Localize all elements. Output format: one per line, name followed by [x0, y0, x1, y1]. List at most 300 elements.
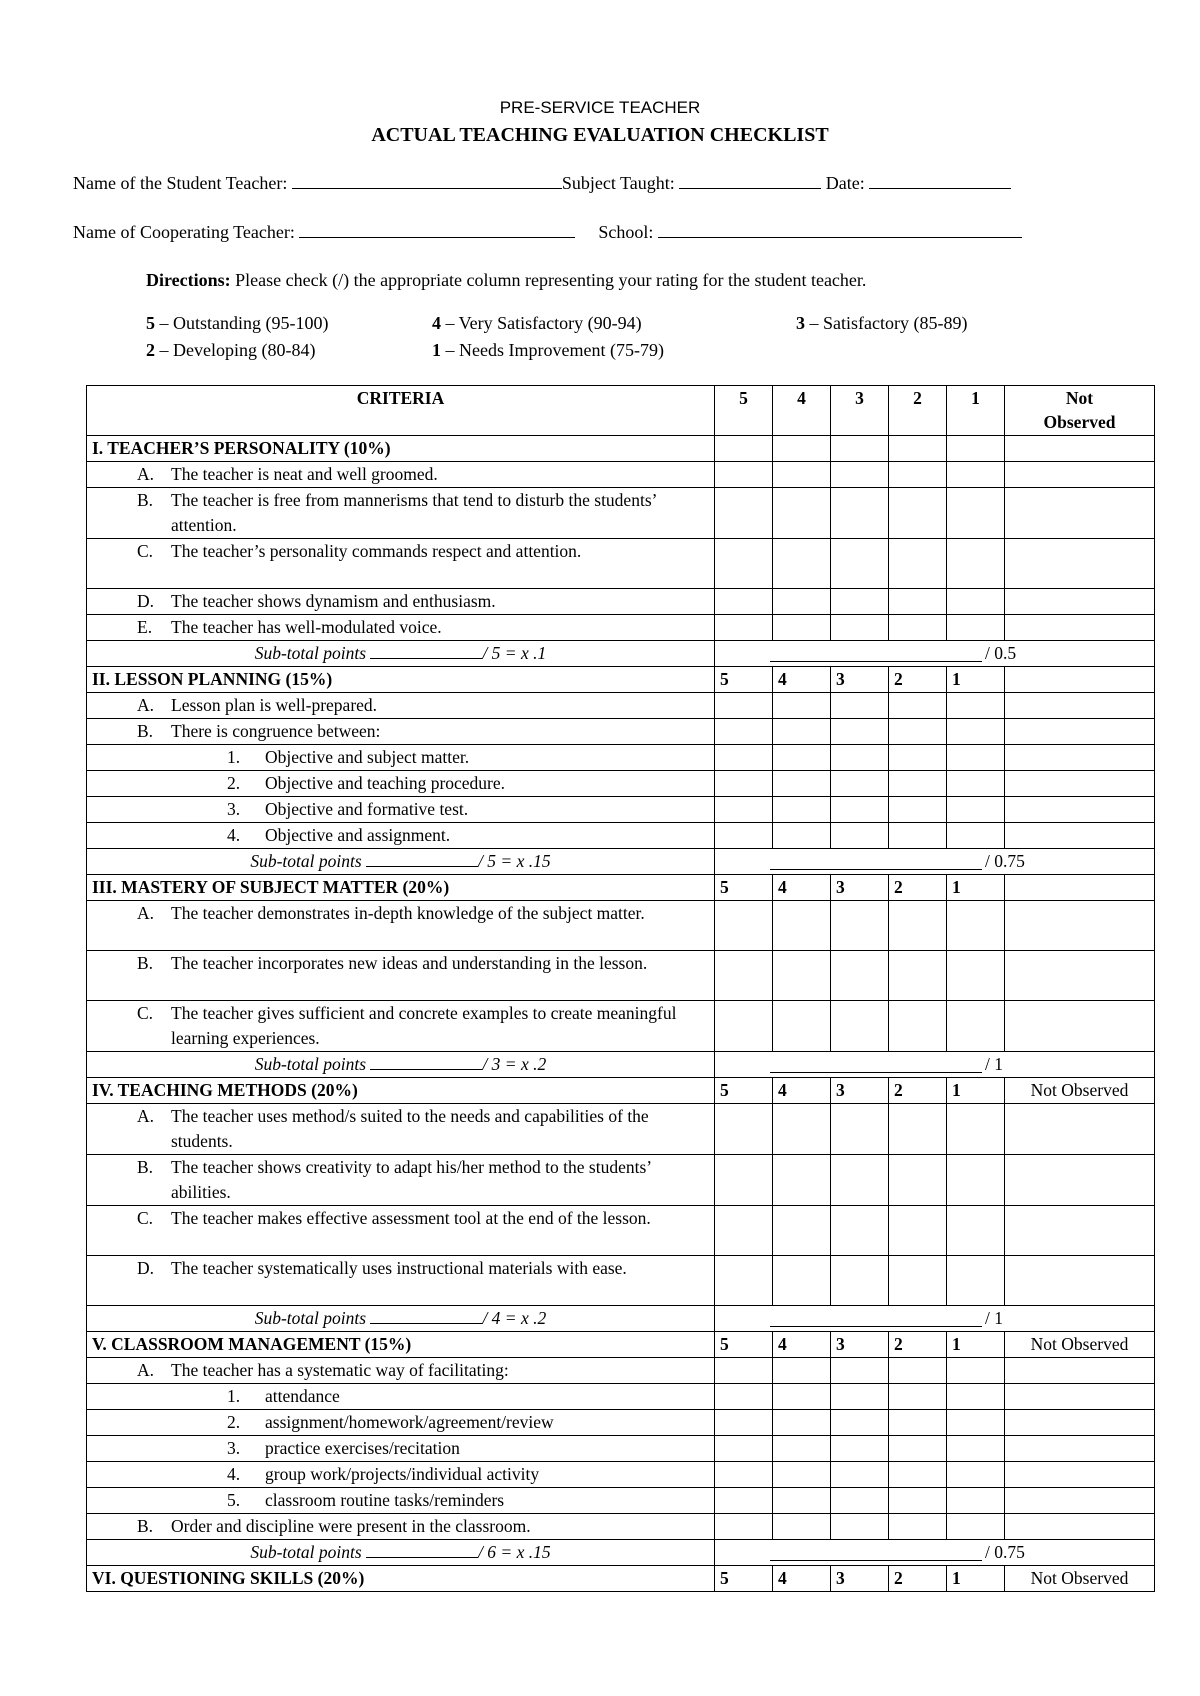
section-not-observed-label — [1005, 667, 1155, 693]
subitem-content — [92, 823, 709, 848]
rating-cell-5[interactable] — [715, 1206, 773, 1256]
rating-cell-2[interactable] — [889, 539, 947, 589]
subitem-text: Objective and assignment. — [265, 825, 451, 845]
criteria-item — [87, 1514, 715, 1540]
criteria-item-content — [92, 1514, 709, 1539]
section-rating-label-2: 2 — [889, 667, 947, 693]
subitem-number: 4. — [227, 825, 241, 845]
cooperating-teacher-field[interactable] — [299, 221, 575, 238]
rating-cell-5[interactable] — [715, 1256, 773, 1306]
rating-cell-1[interactable] — [947, 1514, 1005, 1540]
rating-cell-1[interactable] — [947, 1155, 1005, 1206]
rating-cell-4[interactable] — [773, 1436, 831, 1462]
rating-cell-2[interactable] — [889, 1436, 947, 1462]
rating-cell-4[interactable] — [773, 589, 831, 615]
criteria-item — [87, 1206, 715, 1256]
rating-cell-5[interactable] — [715, 1462, 773, 1488]
scale-4 — [432, 313, 642, 334]
item-letter: A. — [137, 1106, 155, 1126]
rating-cell-4[interactable] — [773, 1488, 831, 1514]
date-field[interactable] — [869, 172, 1011, 189]
rating-cell-2[interactable] — [889, 1001, 947, 1052]
rating-cell-4[interactable] — [773, 539, 831, 589]
evaluation-table — [86, 385, 1155, 1592]
rating-cell-1[interactable] — [947, 901, 1005, 951]
rating-cell-5[interactable] — [715, 1488, 773, 1514]
rating-cell-3[interactable] — [831, 462, 889, 488]
rating-cell-4[interactable] — [773, 1256, 831, 1306]
item-text: The teacher demonstrates in-depth knowledge of the subject matter. — [171, 903, 645, 923]
criteria-row — [87, 901, 1155, 951]
item-text: The teacher is neat and well groomed. — [171, 464, 438, 484]
rating-cell-3[interactable] — [831, 1358, 889, 1384]
item-text: The teacher systematically uses instructional materials with ease. — [171, 1258, 627, 1278]
not-observed-cell[interactable] — [1005, 719, 1155, 745]
criteria-subitem-row — [87, 745, 1155, 771]
item-text: The teacher has a systematic way of facilitating: — [171, 1360, 509, 1380]
rating-cell-1[interactable] — [947, 797, 1005, 823]
rating-cell-5[interactable] — [715, 488, 773, 539]
subtotal-row — [87, 1052, 1155, 1078]
rating-cell-3[interactable] — [831, 1155, 889, 1206]
criteria-subitem — [87, 1488, 715, 1514]
criteria-subitem — [87, 1410, 715, 1436]
criteria-row — [87, 951, 1155, 1001]
section-rating-label-2: 2 — [889, 1332, 947, 1358]
rating-cell-4[interactable] — [773, 745, 831, 771]
subtotal-points-field[interactable] — [370, 1055, 482, 1070]
item-text: Lesson plan is well-prepared. — [171, 695, 378, 715]
criteria-item — [87, 1155, 715, 1206]
criteria-subitem-row — [87, 1462, 1155, 1488]
subtotal-label: Sub-total points — [250, 851, 362, 871]
not-observed-cell[interactable] — [1005, 462, 1155, 488]
section-header-row — [87, 875, 1155, 901]
student-info-row — [73, 172, 1011, 194]
section-title: II. LESSON PLANNING (15%) — [87, 667, 715, 693]
subtotal-label-cell — [87, 1052, 715, 1078]
rating-cell-2[interactable] — [889, 462, 947, 488]
rating-cell-5[interactable] — [715, 615, 773, 641]
rating-cell-1[interactable] — [947, 1488, 1005, 1514]
section-rating-label-4: 4 — [773, 667, 831, 693]
rating-cell-2[interactable] — [889, 1384, 947, 1410]
section-rating-label-4: 4 — [773, 1332, 831, 1358]
rating-cell-2[interactable] — [889, 1358, 947, 1384]
rating-cell-3[interactable] — [831, 1436, 889, 1462]
subtotal-label: Sub-total points — [254, 643, 367, 663]
item-letter: C. — [137, 1003, 154, 1023]
criteria-item — [87, 719, 715, 745]
criteria-row — [87, 719, 1155, 745]
not-observed-cell[interactable] — [1005, 615, 1155, 641]
rating-cell-5[interactable] — [715, 771, 773, 797]
rating-cell-2[interactable] — [889, 1155, 947, 1206]
subtotal-label-cell — [87, 1540, 715, 1566]
criteria-item — [87, 1104, 715, 1155]
rating-cell-2[interactable] — [889, 745, 947, 771]
criteria-subitem — [87, 771, 715, 797]
rating-cell-1[interactable] — [947, 1206, 1005, 1256]
subtotal-formula: / 6 = x .15 — [478, 1542, 551, 1562]
rating-cell-5[interactable] — [715, 589, 773, 615]
rating-cell-3[interactable] — [831, 1206, 889, 1256]
rating-cell-4[interactable] — [773, 693, 831, 719]
rating-cell-3[interactable] — [831, 488, 889, 539]
subtotal-result-field[interactable] — [770, 1326, 982, 1327]
rating-cell-3[interactable] — [831, 951, 889, 1001]
section-not-observed-label: Not Observed — [1005, 1332, 1155, 1358]
subtotal-label-cell — [87, 849, 715, 875]
criteria-subitem-row — [87, 1488, 1155, 1514]
rating-header-1: 1 — [947, 386, 1005, 436]
criteria-item — [87, 488, 715, 539]
rating-cell-3[interactable] — [831, 693, 889, 719]
criteria-item-content — [92, 462, 709, 487]
rating-cell-2[interactable] — [889, 1488, 947, 1514]
subtotal-max: / 1 — [985, 1054, 1003, 1074]
rating-cell-4[interactable] — [773, 488, 831, 539]
rating-cell-5[interactable] — [715, 1384, 773, 1410]
rating-cell-1[interactable] — [947, 1436, 1005, 1462]
not-observed-cell[interactable] — [1005, 1488, 1155, 1514]
subtotal-row — [87, 641, 1155, 667]
rating-cell-3[interactable] — [831, 1384, 889, 1410]
section-title: I. TEACHER’S PERSONALITY (10%) — [87, 436, 715, 462]
criteria-row — [87, 693, 1155, 719]
not-observed-cell[interactable] — [1005, 1256, 1155, 1306]
school-field[interactable] — [658, 221, 1022, 238]
rating-cell-3[interactable] — [831, 1104, 889, 1155]
rating-cell-5[interactable] — [715, 719, 773, 745]
item-letter: D. — [137, 591, 155, 611]
item-letter: A. — [137, 464, 155, 484]
criteria-item-content — [92, 1001, 709, 1051]
directions-text: Please check (/) the appropriate column representing your rating for the student teacher. — [235, 270, 867, 290]
item-text: The teacher makes effective assessment tool at the end of the lesson. — [171, 1208, 651, 1228]
rating-cell-5[interactable] — [715, 823, 773, 849]
rating-cell-4[interactable] — [773, 719, 831, 745]
not-observed-cell[interactable] — [1005, 1001, 1155, 1052]
rating-cell-3[interactable] — [831, 901, 889, 951]
scale-1 — [432, 340, 664, 361]
rating-cell-5[interactable] — [715, 693, 773, 719]
not-observed-cell[interactable] — [1005, 1206, 1155, 1256]
section-header-row — [87, 436, 1155, 462]
scale-2-text: – Developing (80-84) — [159, 340, 316, 360]
rating-cell-3[interactable] — [831, 1514, 889, 1540]
rating-cell-2[interactable] — [889, 823, 947, 849]
rating-cell-5[interactable] — [715, 745, 773, 771]
criteria-subitem — [87, 1436, 715, 1462]
subtotal-label-cell — [87, 641, 715, 667]
rating-cell-5[interactable] — [715, 462, 773, 488]
rating-cell-2[interactable] — [889, 901, 947, 951]
section-rating-label-5: 5 — [715, 1566, 773, 1592]
subitem-number: 1. — [227, 747, 241, 767]
rating-cell-3[interactable] — [831, 1462, 889, 1488]
table-header-row — [87, 386, 1155, 436]
rating-cell-2[interactable] — [889, 1514, 947, 1540]
rating-cell-5[interactable] — [715, 1358, 773, 1384]
not-observed-cell[interactable] — [1005, 1514, 1155, 1540]
criteria-row — [87, 1104, 1155, 1155]
criteria-subitem-row — [87, 797, 1155, 823]
rating-cell-4[interactable] — [773, 823, 831, 849]
section-rating-label-3: 3 — [831, 667, 889, 693]
criteria-item — [87, 1001, 715, 1052]
item-letter: A. — [137, 903, 155, 923]
subtotal-result-field[interactable] — [770, 869, 982, 870]
school-label: School: — [598, 222, 654, 242]
criteria-subitem — [87, 745, 715, 771]
criteria-row — [87, 1256, 1155, 1306]
rating-cell-2[interactable] — [889, 771, 947, 797]
subtotal-result-field[interactable] — [770, 1560, 982, 1561]
rating-cell-5[interactable] — [715, 1104, 773, 1155]
rating-cell-1[interactable] — [947, 1256, 1005, 1306]
rating-cell-1[interactable] — [947, 1410, 1005, 1436]
section-rating-label-1: 1 — [947, 1078, 1005, 1104]
section-rating-label-5: 5 — [715, 875, 773, 901]
rating-cell-5[interactable] — [715, 1514, 773, 1540]
subject-taught-field[interactable] — [679, 172, 821, 189]
section-not-observed-label: Not Observed — [1005, 1566, 1155, 1592]
scale-1-text: – Needs Improvement (75-79) — [445, 340, 664, 360]
rating-cell-1[interactable] — [947, 1104, 1005, 1155]
rating-cell-3[interactable] — [831, 771, 889, 797]
rating-cell-2[interactable] — [889, 951, 947, 1001]
rating-cell-1[interactable] — [947, 951, 1005, 1001]
subtotal-points-field[interactable] — [366, 852, 478, 867]
not-observed-cell[interactable] — [1005, 951, 1155, 1001]
criteria-item — [87, 589, 715, 615]
rating-cell-2[interactable] — [889, 1462, 947, 1488]
rating-cell-1[interactable] — [947, 1462, 1005, 1488]
item-letter: C. — [137, 1208, 154, 1228]
section-rating-label-4: 4 — [773, 1078, 831, 1104]
rating-cell-4[interactable] — [773, 1206, 831, 1256]
criteria-subitem — [87, 1384, 715, 1410]
subtotal-result-cell — [715, 1306, 1155, 1332]
rating-cell-2[interactable] — [889, 719, 947, 745]
subtotal-points-field[interactable] — [370, 1309, 482, 1324]
item-letter: E. — [137, 617, 153, 637]
rating-cell-3[interactable] — [831, 1001, 889, 1052]
subtotal-points-field[interactable] — [366, 1543, 478, 1558]
rating-cell-1[interactable] — [947, 1001, 1005, 1052]
not-observed-header-line1: Not — [1065, 388, 1094, 408]
rating-cell-5[interactable] — [715, 1410, 773, 1436]
rating-cell-3[interactable] — [831, 823, 889, 849]
rating-cell-1[interactable] — [947, 1384, 1005, 1410]
student-teacher-field[interactable] — [292, 172, 562, 189]
not-observed-cell[interactable] — [1005, 589, 1155, 615]
section-rating-label-1: 1 — [947, 1566, 1005, 1592]
rating-cell-1[interactable] — [947, 462, 1005, 488]
rating-cell-4[interactable] — [773, 615, 831, 641]
section-rating-label-4: 4 — [773, 875, 831, 901]
rating-cell-2[interactable] — [889, 693, 947, 719]
section-blank-cell — [715, 436, 773, 462]
not-observed-cell[interactable] — [1005, 1104, 1155, 1155]
subtotal-max: / 0.5 — [985, 643, 1017, 663]
scale-2-num: 2 — [146, 340, 155, 360]
not-observed-cell[interactable] — [1005, 1384, 1155, 1410]
scale-3 — [796, 313, 967, 334]
rating-cell-3[interactable] — [831, 1410, 889, 1436]
rating-header-4: 4 — [773, 386, 831, 436]
rating-cell-5[interactable] — [715, 539, 773, 589]
rating-cell-4[interactable] — [773, 1384, 831, 1410]
subtotal-max: / 0.75 — [985, 1542, 1025, 1562]
criteria-item-content — [92, 1104, 709, 1154]
rating-header-2: 2 — [889, 386, 947, 436]
rating-cell-4[interactable] — [773, 1001, 831, 1052]
criteria-row — [87, 539, 1155, 589]
rating-cell-4[interactable] — [773, 901, 831, 951]
criteria-item-content — [92, 693, 709, 718]
criteria-subitem — [87, 797, 715, 823]
scale-2 — [146, 340, 315, 361]
rating-cell-5[interactable] — [715, 797, 773, 823]
date-label: Date: — [825, 173, 865, 193]
rating-cell-4[interactable] — [773, 1462, 831, 1488]
not-observed-cell[interactable] — [1005, 771, 1155, 797]
rating-cell-1[interactable] — [947, 693, 1005, 719]
scale-3-num: 3 — [796, 313, 805, 333]
criteria-row — [87, 1155, 1155, 1206]
subtotal-points-field[interactable] — [370, 644, 482, 659]
criteria-subitem-row — [87, 1436, 1155, 1462]
subtotal-formula: / 3 = x .2 — [482, 1054, 547, 1074]
rating-cell-4[interactable] — [773, 1410, 831, 1436]
item-letter: B. — [137, 490, 154, 510]
section-not-observed-label — [1005, 875, 1155, 901]
rating-cell-4[interactable] — [773, 797, 831, 823]
cooperating-teacher-label: Name of Cooperating Teacher: — [73, 222, 295, 242]
criteria-item-content — [92, 1155, 709, 1205]
rating-cell-3[interactable] — [831, 719, 889, 745]
not-observed-cell[interactable] — [1005, 823, 1155, 849]
rating-cell-2[interactable] — [889, 1256, 947, 1306]
not-observed-header-line2: Observed — [1043, 412, 1116, 432]
rating-cell-1[interactable] — [947, 771, 1005, 797]
rating-cell-1[interactable] — [947, 488, 1005, 539]
subitem-text: assignment/homework/agreement/review — [265, 1412, 554, 1432]
rating-cell-5[interactable] — [715, 1436, 773, 1462]
not-observed-cell[interactable] — [1005, 1410, 1155, 1436]
subtotal-label: Sub-total points — [250, 1542, 362, 1562]
rating-cell-2[interactable] — [889, 1410, 947, 1436]
rating-cell-5[interactable] — [715, 1001, 773, 1052]
not-observed-cell[interactable] — [1005, 1436, 1155, 1462]
rating-cell-3[interactable] — [831, 745, 889, 771]
section-rating-label-2: 2 — [889, 1078, 947, 1104]
criteria-subitem — [87, 1462, 715, 1488]
subitem-number: 3. — [227, 799, 241, 819]
rating-cell-2[interactable] — [889, 1104, 947, 1155]
rating-header-3: 3 — [831, 386, 889, 436]
rating-cell-4[interactable] — [773, 1155, 831, 1206]
rating-cell-4[interactable] — [773, 1358, 831, 1384]
subtotal-label: Sub-total points — [254, 1054, 367, 1074]
rating-cell-1[interactable] — [947, 823, 1005, 849]
not-observed-cell[interactable] — [1005, 1155, 1155, 1206]
rating-cell-1[interactable] — [947, 615, 1005, 641]
rating-cell-2[interactable] — [889, 797, 947, 823]
rating-cell-4[interactable] — [773, 1514, 831, 1540]
rating-cell-2[interactable] — [889, 615, 947, 641]
subitem-text: Objective and teaching procedure. — [265, 773, 506, 793]
rating-cell-4[interactable] — [773, 462, 831, 488]
scale-5 — [146, 313, 328, 334]
rating-cell-3[interactable] — [831, 1256, 889, 1306]
section-title: VI. QUESTIONING SKILLS (20%) — [87, 1566, 715, 1592]
not-observed-cell[interactable] — [1005, 488, 1155, 539]
rating-cell-3[interactable] — [831, 589, 889, 615]
item-text: The teacher has well-modulated voice. — [171, 617, 442, 637]
rating-cell-1[interactable] — [947, 589, 1005, 615]
not-observed-cell[interactable] — [1005, 1462, 1155, 1488]
not-observed-cell[interactable] — [1005, 797, 1155, 823]
section-rating-label-5: 5 — [715, 1078, 773, 1104]
not-observed-cell[interactable] — [1005, 693, 1155, 719]
not-observed-header — [1005, 386, 1155, 436]
rating-cell-4[interactable] — [773, 1104, 831, 1155]
rating-cell-2[interactable] — [889, 1206, 947, 1256]
rating-cell-1[interactable] — [947, 719, 1005, 745]
section-header-row — [87, 1078, 1155, 1104]
rating-cell-2[interactable] — [889, 589, 947, 615]
rating-cell-5[interactable] — [715, 951, 773, 1001]
not-observed-cell[interactable] — [1005, 539, 1155, 589]
item-letter: B. — [137, 1157, 154, 1177]
rating-cell-4[interactable] — [773, 771, 831, 797]
criteria-item — [87, 462, 715, 488]
rating-cell-3[interactable] — [831, 797, 889, 823]
rating-cell-1[interactable] — [947, 1358, 1005, 1384]
criteria-item-content — [92, 615, 709, 640]
subtotal-result-cell — [715, 1052, 1155, 1078]
rating-cell-5[interactable] — [715, 901, 773, 951]
rating-cell-2[interactable] — [889, 488, 947, 539]
rating-cell-3[interactable] — [831, 539, 889, 589]
rating-cell-3[interactable] — [831, 615, 889, 641]
rating-cell-3[interactable] — [831, 1488, 889, 1514]
rating-cell-5[interactable] — [715, 1155, 773, 1206]
criteria-row — [87, 1514, 1155, 1540]
not-observed-cell[interactable] — [1005, 745, 1155, 771]
rating-cell-1[interactable] — [947, 539, 1005, 589]
item-text: The teacher’s personality commands respect and attention. — [171, 541, 582, 561]
criteria-item-content — [92, 1256, 709, 1281]
criteria-item — [87, 901, 715, 951]
not-observed-cell[interactable] — [1005, 901, 1155, 951]
subtotal-result-field[interactable] — [770, 661, 982, 662]
item-text: The teacher incorporates new ideas and understanding in the lesson. — [171, 953, 648, 973]
not-observed-cell[interactable] — [1005, 1358, 1155, 1384]
subtotal-formula: / 4 = x .2 — [482, 1308, 547, 1328]
subitem-content — [92, 1384, 709, 1409]
section-blank-cell — [831, 436, 889, 462]
rating-cell-1[interactable] — [947, 745, 1005, 771]
subtotal-result-cell — [715, 641, 1155, 667]
subtotal-result-field[interactable] — [770, 1072, 982, 1073]
subitem-number: 1. — [227, 1386, 241, 1406]
rating-cell-4[interactable] — [773, 951, 831, 1001]
criteria-subitem-row — [87, 1410, 1155, 1436]
